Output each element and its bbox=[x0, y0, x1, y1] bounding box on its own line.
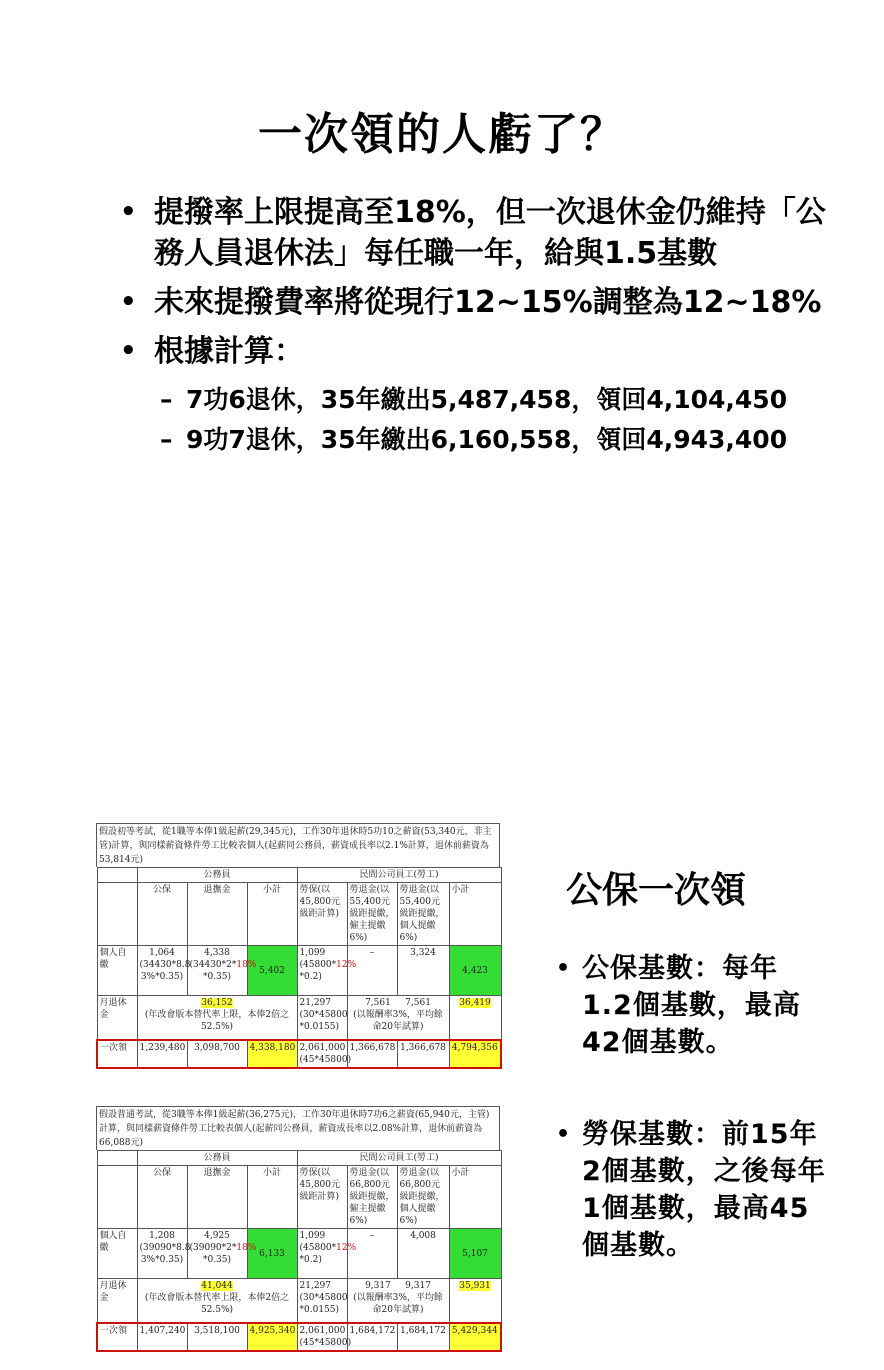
column-header: 勞退金(以55,400元級距提繳，僱主提繳6%) bbox=[347, 883, 397, 946]
table-cell: 9,317 9,317 (以報酬率3%，平均餘命20年試算) bbox=[347, 1279, 449, 1323]
column-header: 小計 bbox=[247, 1166, 297, 1229]
table-note: 假設初等考試，從1職等本俸1級起薪(29,345元)，工作30年退休時5功10之薪資(53,340元，非主管)計算，與同樣薪資條件勞工比較表個人(起薪同公務員，薪資成長率以2.1%計算，退休前薪資為53,814元) bbox=[96, 823, 500, 867]
group-header-civil: 公務員 bbox=[137, 1151, 297, 1166]
side-bullet-text: 公保基數：每年1.2個基數，最高42個基數。 bbox=[582, 953, 801, 1058]
sub-bullet-item bbox=[120, 420, 840, 460]
column-header: 小計 bbox=[449, 1166, 501, 1229]
side-bullet-text: 勞保基數：前15年2個基數，之後每年1個基數，最高45個基數。 bbox=[582, 1119, 826, 1261]
highlight-cell: 4,423 bbox=[449, 946, 501, 996]
table-cell: 4,925 (39090*2*18% *0.35) bbox=[187, 1229, 247, 1279]
bullet-item bbox=[120, 331, 840, 372]
highlight-cell: 5,429,344 bbox=[449, 1323, 501, 1351]
table-cell: 1,366,678 bbox=[397, 1040, 449, 1068]
row-label: 一次領 bbox=[97, 1040, 137, 1068]
column-header: 退撫金 bbox=[187, 1166, 247, 1229]
side-title: 公保一次領 bbox=[566, 870, 747, 911]
table-cell: 3,518,100 bbox=[187, 1323, 247, 1351]
side-bullet-item bbox=[556, 950, 826, 1061]
group-header-civil: 公務員 bbox=[137, 868, 297, 883]
table-cell: 41,044 (年改會版本替代率上限，本俸2倍之52.5%) bbox=[137, 1279, 297, 1323]
table-cell: 1,208 (39090*8.8 3%*0.35) bbox=[137, 1229, 187, 1279]
sub-bullet-text: 9功7退休，35年繳出6,160,558，領回4,943,400 bbox=[186, 425, 788, 454]
highlight-cell: 6,133 bbox=[247, 1229, 297, 1279]
row-label: 月退休金 bbox=[97, 1279, 137, 1323]
table-cell: – bbox=[347, 1229, 397, 1279]
column-header: 勞退金(以55,400元級距提繳，個人提繳6%) bbox=[397, 883, 449, 946]
table-note: 假設普通考試，從3職等本俸1級起薪(36,275元)，工作30年退休時7功6之薪資(65,940元，主管)計算，與同樣薪資條件勞工比較表個人(起薪同公務員，薪資成長率以2.08%計算，退休前薪資為66,088元) bbox=[96, 1106, 500, 1150]
table-cell: 1,099 (45800*12% *0.2) bbox=[297, 946, 347, 996]
highlight-cell: 4,794,356 bbox=[449, 1040, 501, 1068]
column-header: 勞退金(以66,800元級距提繳，個人提繳6%) bbox=[397, 1166, 449, 1229]
row-label: 個人自繳 bbox=[97, 1229, 137, 1279]
row-label: 個人自繳 bbox=[97, 946, 137, 996]
column-header: 勞退金(以66,800元級距提繳，僱主提繳6%) bbox=[347, 1166, 397, 1229]
highlight-cell: 5,107 bbox=[449, 1229, 501, 1279]
bullet-dot: • bbox=[556, 956, 572, 981]
bullet-text: 根據計算： bbox=[154, 334, 304, 369]
sub-bullet-item bbox=[120, 380, 840, 420]
comparison-table bbox=[96, 867, 502, 1069]
group-header-labor: 民間公司員工(勞工) bbox=[297, 868, 501, 883]
column-header: 勞保(以45,800元級距計算) bbox=[297, 1166, 347, 1229]
table-cell: 1,407,240 bbox=[137, 1323, 187, 1351]
highlight-cell: 4,338,180 bbox=[247, 1040, 297, 1068]
comparison-table bbox=[96, 1150, 502, 1352]
table-cell: – bbox=[347, 946, 397, 996]
table-cell: 1,239,480 bbox=[137, 1040, 187, 1068]
bullet-item bbox=[120, 192, 840, 274]
comparison-table-1 bbox=[96, 823, 500, 1069]
table-cell: 1,099 (45800*12% *0.2) bbox=[297, 1229, 347, 1279]
table-cell: 36,419 bbox=[449, 996, 501, 1040]
table-cell: 3,324 bbox=[397, 946, 449, 996]
row-label: 一次領 bbox=[97, 1323, 137, 1351]
table-cell: 1,684,172 bbox=[397, 1323, 449, 1351]
bullet-text: 提撥率上限提高至18%，但一次退休金仍維持「公務人員退休法」每任職一年，給與1.5基數 bbox=[154, 195, 826, 271]
bullet-dot: • bbox=[120, 197, 137, 227]
dash-mark: – bbox=[160, 425, 173, 454]
group-header-labor: 民間公司員工(勞工) bbox=[297, 1151, 501, 1166]
side-bullet-item bbox=[556, 1116, 826, 1264]
column-header: 公保 bbox=[137, 1166, 187, 1229]
main-bullet-list bbox=[120, 192, 840, 460]
table-cell: 4,008 bbox=[397, 1229, 449, 1279]
table-cell: 21,297 (30*45800 *0.0155) bbox=[297, 1279, 347, 1323]
table-cell: 21,297 (30*45800 *0.0155) bbox=[297, 996, 347, 1040]
highlight-cell: 5,402 bbox=[247, 946, 297, 996]
bullet-text: 未來提撥費率將從現行12~15%調整為12~18% bbox=[154, 285, 822, 320]
table-cell: 2,061,000 (45*45800) bbox=[297, 1040, 347, 1068]
bullet-item bbox=[120, 282, 840, 323]
comparison-table-2 bbox=[96, 1106, 500, 1352]
table-cell: 1,366,678 bbox=[347, 1040, 397, 1068]
table-cell: 36,152 (年改會版本替代率上限，本俸2倍之52.5%) bbox=[137, 996, 297, 1040]
column-header: 小計 bbox=[247, 883, 297, 946]
table-cell: 1,064 (34430*8.8 3%*0.35) bbox=[137, 946, 187, 996]
table-cell: 3,098,700 bbox=[187, 1040, 247, 1068]
bullet-dot: • bbox=[120, 287, 137, 317]
sub-bullet-text: 7功6退休，35年繳出5,487,458，領回4,104,450 bbox=[186, 385, 788, 414]
table-cell: 1,684,172 bbox=[347, 1323, 397, 1351]
table-cell: 2,061,000 (45*45800) bbox=[297, 1323, 347, 1351]
highlight-cell: 4,925,340 bbox=[247, 1323, 297, 1351]
column-header: 小計 bbox=[449, 883, 501, 946]
column-header: 公保 bbox=[137, 883, 187, 946]
table-cell: 35,931 bbox=[449, 1279, 501, 1323]
column-header: 退撫金 bbox=[187, 883, 247, 946]
row-label: 月退休金 bbox=[97, 996, 137, 1040]
bullet-dot: • bbox=[556, 1122, 572, 1147]
page-title: 一次領的人虧了？ bbox=[258, 109, 626, 160]
column-header: 勞保(以45,800元級距計算) bbox=[297, 883, 347, 946]
table-cell: 7,561 7,561 (以報酬率3%，平均餘命20年試算) bbox=[347, 996, 449, 1040]
table-cell: 4,338 (34430*2*18% *0.35) bbox=[187, 946, 247, 996]
bullet-dot: • bbox=[120, 336, 137, 366]
dash-mark: – bbox=[160, 385, 173, 414]
